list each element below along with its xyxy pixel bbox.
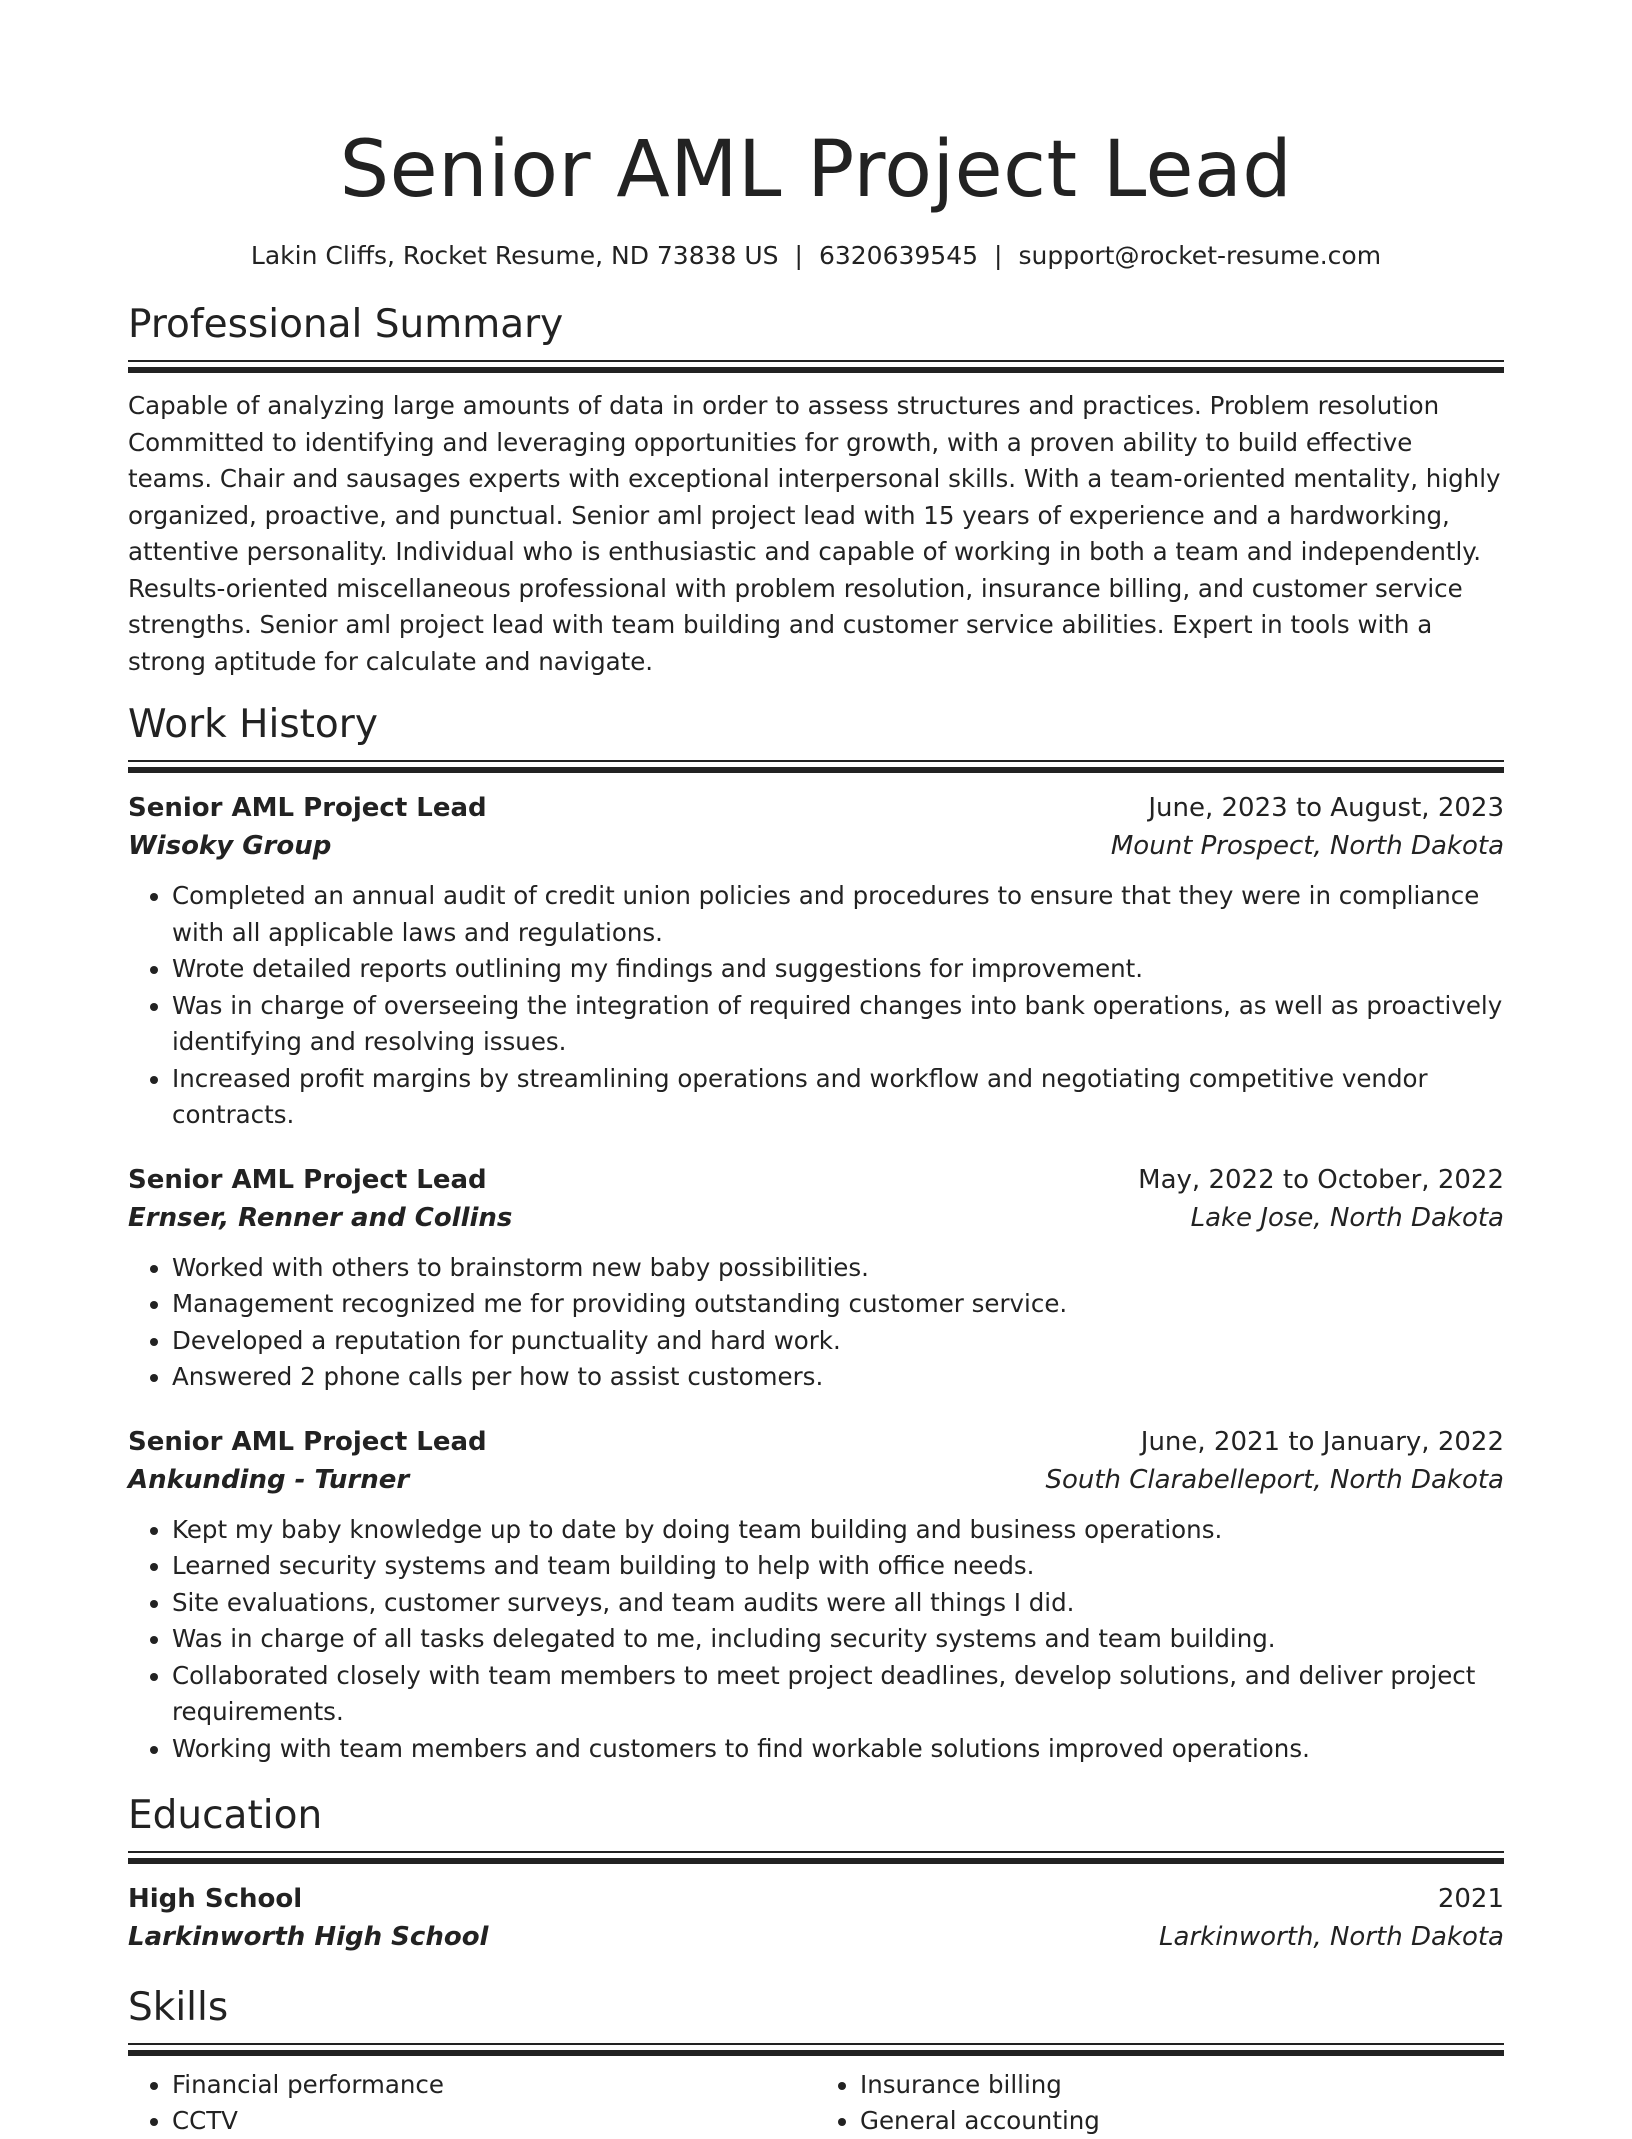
job-dates: June, 2023 to August, 2023 <box>1148 793 1504 823</box>
skills-column-left <box>128 2067 816 2139</box>
job-bullet: • Answered 2 phone calls per how to assist customers. <box>172 1359 1504 1396</box>
job-bullet: • Collaborated closely with team members to meet project deadlines, develop solutions, and deliver project requirements. <box>172 1658 1504 1731</box>
skill-item: • Financial performance <box>172 2067 816 2103</box>
contact-email: support@rocket-resume.com <box>1018 241 1382 270</box>
job-bullet: • Worked with others to brainstorm new baby possibilities. <box>172 1250 1504 1287</box>
work-history-section <box>128 700 1504 1767</box>
job-dates: May, 2022 to October, 2022 <box>1138 1164 1504 1195</box>
skill-item: • General accounting <box>860 2103 1504 2139</box>
education-subheader <box>128 1917 1504 1957</box>
job-bullets <box>128 1512 1504 1768</box>
skill-item: • CCTV <box>172 2103 816 2139</box>
skills-section <box>128 1983 1504 2139</box>
job-bullet: • Was in charge of all tasks delegated to me, including security systems and team building. <box>172 1621 1504 1658</box>
summary-heading: Professional Summary <box>128 302 564 347</box>
job-title: Senior AML Project Lead <box>128 1426 487 1457</box>
job-dates: June, 2021 to January, 2022 <box>1140 1426 1504 1457</box>
job-title: Senior AML Project Lead <box>128 1164 487 1195</box>
section-divider <box>128 1851 1504 1865</box>
contact-separator: | <box>994 241 1003 270</box>
education-year: 2021 <box>1437 1884 1504 1914</box>
section-divider <box>128 2043 1504 2057</box>
job-bullet: • Site evaluations, customer surveys, and team audits were all things I did. <box>172 1585 1504 1622</box>
job-bullet: • Working with team members and customers to find workable solutions improved operations. <box>172 1731 1504 1768</box>
job-bullets <box>128 878 1504 1134</box>
job-subheader <box>128 1198 1504 1238</box>
education-header <box>128 1881 1504 1917</box>
education-entry <box>128 1881 1504 1957</box>
job-header <box>128 1162 1504 1198</box>
contact-phone: 6320639545 <box>818 241 979 270</box>
job-title: Senior AML Project Lead <box>128 793 487 823</box>
job-bullet: • Was in charge of overseeing the integration of required changes into bank operations, as well as proactively identifying and resolving issues. <box>172 988 1504 1061</box>
job-company: Wisoky Group <box>128 831 332 861</box>
section-divider <box>128 360 1504 374</box>
skills-column-right <box>816 2067 1504 2139</box>
job-company: Ankunding - Turner <box>128 1464 410 1495</box>
job-bullet: • Learned security systems and team building to help with office needs. <box>172 1548 1504 1585</box>
job-bullets <box>128 1250 1504 1396</box>
job-entry <box>128 1162 1504 1396</box>
job-location: Lake Jose, North Dakota <box>1190 1202 1504 1233</box>
job-location: Mount Prospect, North Dakota <box>1110 831 1504 861</box>
resume-name: Senior AML Project Lead <box>339 125 1293 215</box>
job-bullet: • Wrote detailed reports outlining my findings and suggestions for improvement. <box>172 951 1504 988</box>
contact-line <box>128 240 1504 272</box>
education-degree: High School <box>128 1884 303 1914</box>
summary-text: Capable of analyzing large amounts of data in order to assess structures and practices. Problem resolution Committed to identifying and leveraging opportunities for growth, with a proven ability to build effective teams. Chair and sausages experts with exceptional interpersonal skills. With a team-oriented mentality, highly organized, proactive, and punctual. Senior aml project lead with 15 years of experience and a hardworking, attentive personality. Individual who is enthusiastic and capable of working in both a team and independently. Results-oriented miscellaneous professional with problem resolution, insurance billing, and customer service strengths. Senior aml project lead with team building and customer service abilities. Expert in tools with a strong aptitude for calculate and navigate. <box>128 391 1501 676</box>
job-bullet: • Developed a reputation for punctuality and hard work. <box>172 1323 1504 1360</box>
job-subheader <box>128 1460 1504 1500</box>
work-history-heading: Work History <box>128 702 378 747</box>
skill-item: • Insurance billing <box>860 2067 1504 2103</box>
contact-separator: | <box>794 241 803 270</box>
education-school: Larkinworth High School <box>128 1922 489 1952</box>
contact-address: Lakin Cliffs, Rocket Resume, ND 73838 US <box>250 241 779 270</box>
section-divider <box>128 760 1504 774</box>
job-bullet: • Completed an annual audit of credit union policies and procedures to ensure that they were in compliance with all applicable laws and regulations. <box>172 878 1504 951</box>
job-entry <box>128 790 1504 1134</box>
job-header <box>128 1424 1504 1460</box>
education-section <box>128 1791 1504 1957</box>
skills-list <box>128 2067 1504 2139</box>
job-bullet: • Management recognized me for providing outstanding customer service. <box>172 1286 1504 1323</box>
job-bullet: • Increased profit margins by streamlining operations and workflow and negotiating competitive vendor contracts. <box>172 1061 1504 1134</box>
education-heading: Education <box>128 1793 323 1838</box>
summary-section <box>128 300 1504 680</box>
education-location: Larkinworth, North Dakota <box>1159 1922 1504 1952</box>
job-bullet: • Kept my baby knowledge up to date by doing team building and business operations. <box>172 1512 1504 1549</box>
job-subheader <box>128 826 1504 866</box>
job-company: Ernser, Renner and Collins <box>128 1202 513 1233</box>
job-location: South Clarabelleport, North Dakota <box>1045 1464 1504 1495</box>
job-entry <box>128 1424 1504 1768</box>
job-header <box>128 790 1504 826</box>
skills-heading: Skills <box>128 1985 229 2030</box>
